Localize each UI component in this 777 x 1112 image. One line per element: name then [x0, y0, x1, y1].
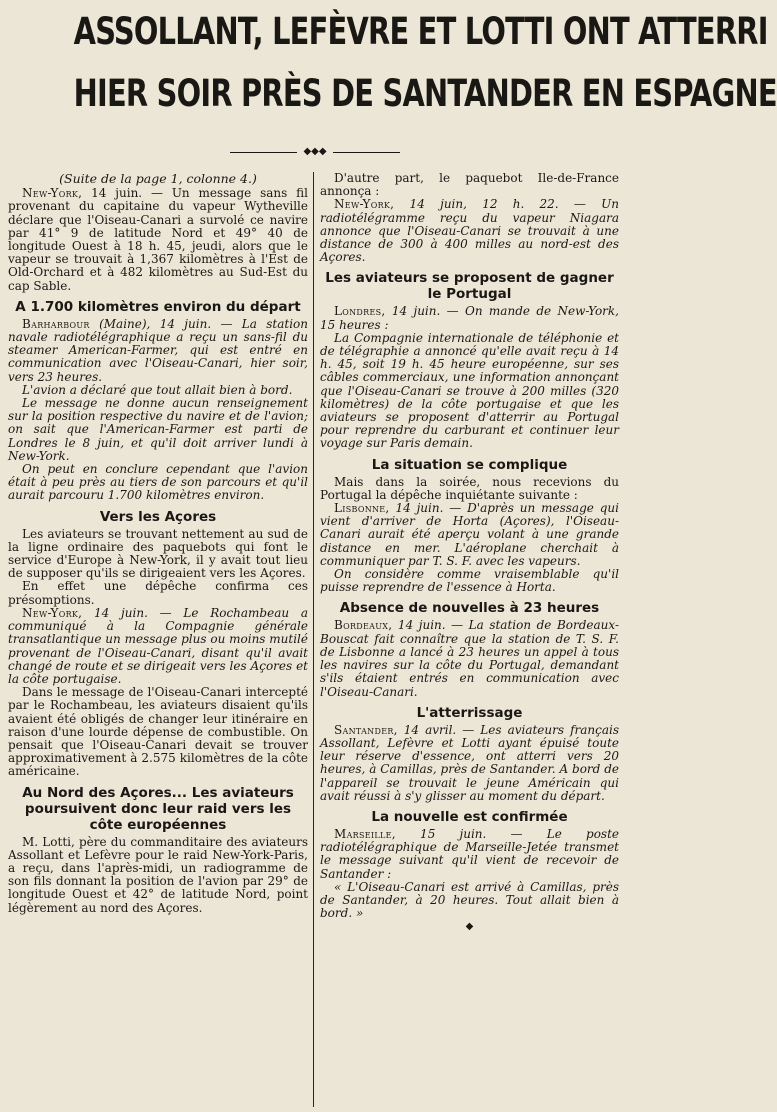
article-paragraph: Londres, 14 juin. — On mande de New-York, 15 heures :	[320, 304, 619, 332]
subheading-situation: La situation se complique	[371, 456, 568, 473]
article-paragraph: New-York, 14 juin, 12 h. 22. — Un radiotélégramme reçu du vapeur Niagara annonce que l'Oiseau-Canari se trouvait à une distance de 300 à 400 milles au nord-est des Açores.	[320, 197, 619, 265]
subheading-portugal: Les aviateurs se proposent de gagner le Portugal	[325, 270, 614, 303]
headline-line-2: HIER SOIR PRÈS DE SANTANDER EN ESPAGNE	[73, 72, 777, 115]
article-paragraph: En effet une dépêche confirma ces présomptions.	[8, 579, 308, 607]
article-paragraph: Dans le message de l'Oiseau-Canari intercepté par le Rochambeau, les aviateurs disaient qu'ils avaient été obligés de changer leur itinéraire en raison d'une lourde dépense de combustible. On pensait que l'Oiseau-Canari devait se trouver approximativement à 2.575 kilomètres de la côte américaine.	[8, 685, 308, 779]
subheading-atterrissage: L'atterrissage	[416, 704, 523, 721]
right-column	[320, 172, 619, 932]
subheading-absence: Absence de nouvelles à 23 heures	[339, 600, 600, 617]
article-paragraph: On considère comme vraisemblable qu'il puisse reprendre de l'essence à Horta.	[320, 567, 619, 595]
subheading-confirmee: La nouvelle est confirmée	[371, 808, 568, 825]
article-paragraph: « L'Oiseau-Canari est arrivé à Camillas, près de Santander, à 20 heures. Tout allait bien à bord. »	[320, 879, 619, 921]
article-paragraph: New-York, 14 juin. — Un message sans fil provenant du capitaine du vapeur Wytheville déclare que l'Oiseau-Canari a survolé ce navire par 41° 9 de latitude Nord et 49° 40 de longitude Ouest à 18 h. 45, jeudi, alors que le vapeur se trouvait à 1,367 kilomètres à l'Est de Old-Orchard et à 482 kilomètres au Sud-Est du cap Sable.	[8, 186, 308, 293]
article-paragraph: M. Lotti, père du commanditaire des aviateurs Assollant et Lefèvre pour le raid New-York-Paris, a reçu, dans l'après-midi, un radiogramme de son fils donnant la position de l'avion par 29° de longitude Ouest et 42° de latitude Nord, point légèrement au nord des Açores.	[8, 834, 308, 915]
subheading-depart: A 1.700 kilomètres environ du départ	[15, 298, 301, 315]
article-paragraph: Mais dans la soirée, nous recevions du Portugal la dépêche inquiétante suivante :	[320, 474, 619, 502]
article-paragraph: D'autre part, le paquebot Ile-de-France annonça :	[320, 171, 619, 199]
continuation-note: (Suite de la page 1, colonne 4.)	[59, 171, 257, 186]
article-paragraph: Les aviateurs se trouvant nettement au sud de la ligne ordinaire des paquebots qui font le service d'Europe à New-York, il y avait tout lieu de supposer qu'ils se dirigeaient vers les Açores.	[8, 526, 308, 581]
article-paragraph: Le message ne donne aucun renseignement sur la position respective du navire et de l'avion; on sait que l'American-Farmer est parti de Londres le 8 juin, et qu'il doit arriver lundi à New-York.	[8, 396, 308, 463]
headline-line-1: ASSOLLANT, LEFÈVRE ET LOTTI ONT ATTERRI	[73, 10, 768, 53]
headline	[73, 4, 777, 122]
subheading-acores: Vers les Açores	[99, 508, 217, 525]
article-paragraph: Barharbour (Maine), 14 juin. — La station navale radiotélégraphique a reçu un sans-fil du steamer American-Farmer, qui est entré en communication avec l'Oiseau-Canari, hier soir, vers 23 heures.	[8, 316, 308, 384]
article-paragraph: Lisbonne, 14 juin. — D'après un message qui vient d'arriver de Horta (Açores), l'Oiseau-Canari aurait été aperçu volant à une grande distance en mer. L'aéroplane cherchait à communiquer par T. S. F. avec les vapeurs.	[320, 501, 619, 568]
article-paragraph: Bordeaux, 14 juin. — La station de Bordeaux-Bouscat fait connaître que la station de T. S. F. de Lisbonne a lancé à 23 heures un appel à tous les navires sur la côte du Portugal, demandant s'ils étaient entrés en communication avec l'Oiseau-Canari.	[320, 618, 619, 699]
article-paragraph: Marseille, 15 juin. — Le poste radiotélégraphique de Marseille-Jetée transmet le message suivant qu'il vient de recevoir de Santander :	[320, 826, 619, 881]
subheading-nord-acores: Au Nord des Açores... Les aviateurs poursuivent donc leur raid vers les côte européennes	[22, 784, 294, 833]
article-paragraph: Santander, 14 avril. — Les aviateurs français Assollant, Lefèvre et Lotti ayant épuisé toute leur réserve d'essence, ont atterri vers 20 heures, à Camillas, près de Santander. A bord de l'appareil se trouvait le jeune Américain qui avait réussi à s'y glisser au moment du départ.	[320, 722, 619, 803]
article-paragraph: New-York, 14 juin. — Le Rochambeau a communiqué à la Compagnie générale transatlantique un message plus ou moins mutilé provenant de l'Oiseau-Canari, disant qu'il avait changé de route et se dirigeait vers les Açores et la côte portugaise.	[8, 605, 308, 686]
end-ornament: ◆	[465, 921, 474, 933]
article-paragraph: On peut en conclure cependant que l'avion était à peu près au tiers de son parcours et qu'il aurait parcouru 1.700 kilomètres environ.	[8, 462, 308, 503]
left-column	[8, 172, 308, 915]
column-rule	[313, 172, 314, 1107]
article-paragraph: La Compagnie internationale de téléphonie et de télégraphie a annoncé qu'elle avait reçu à 14 h. 45, soit 19 h. 45 heure européenne, sur ses câbles commerciaux, une information annonçant que l'Oiseau-Canari se trouve à 200 milles (320 kilomètres) de la côte portugaise et que les aviateurs se proposent d'atterrir au Portugal pour reprendre du carburant et continuer leur voyage sur Paris demain.	[320, 330, 619, 451]
article-paragraph: L'avion a déclaré que tout allait bien à bord.	[22, 382, 293, 397]
headline-ornament: ◆◆◆	[230, 148, 400, 156]
